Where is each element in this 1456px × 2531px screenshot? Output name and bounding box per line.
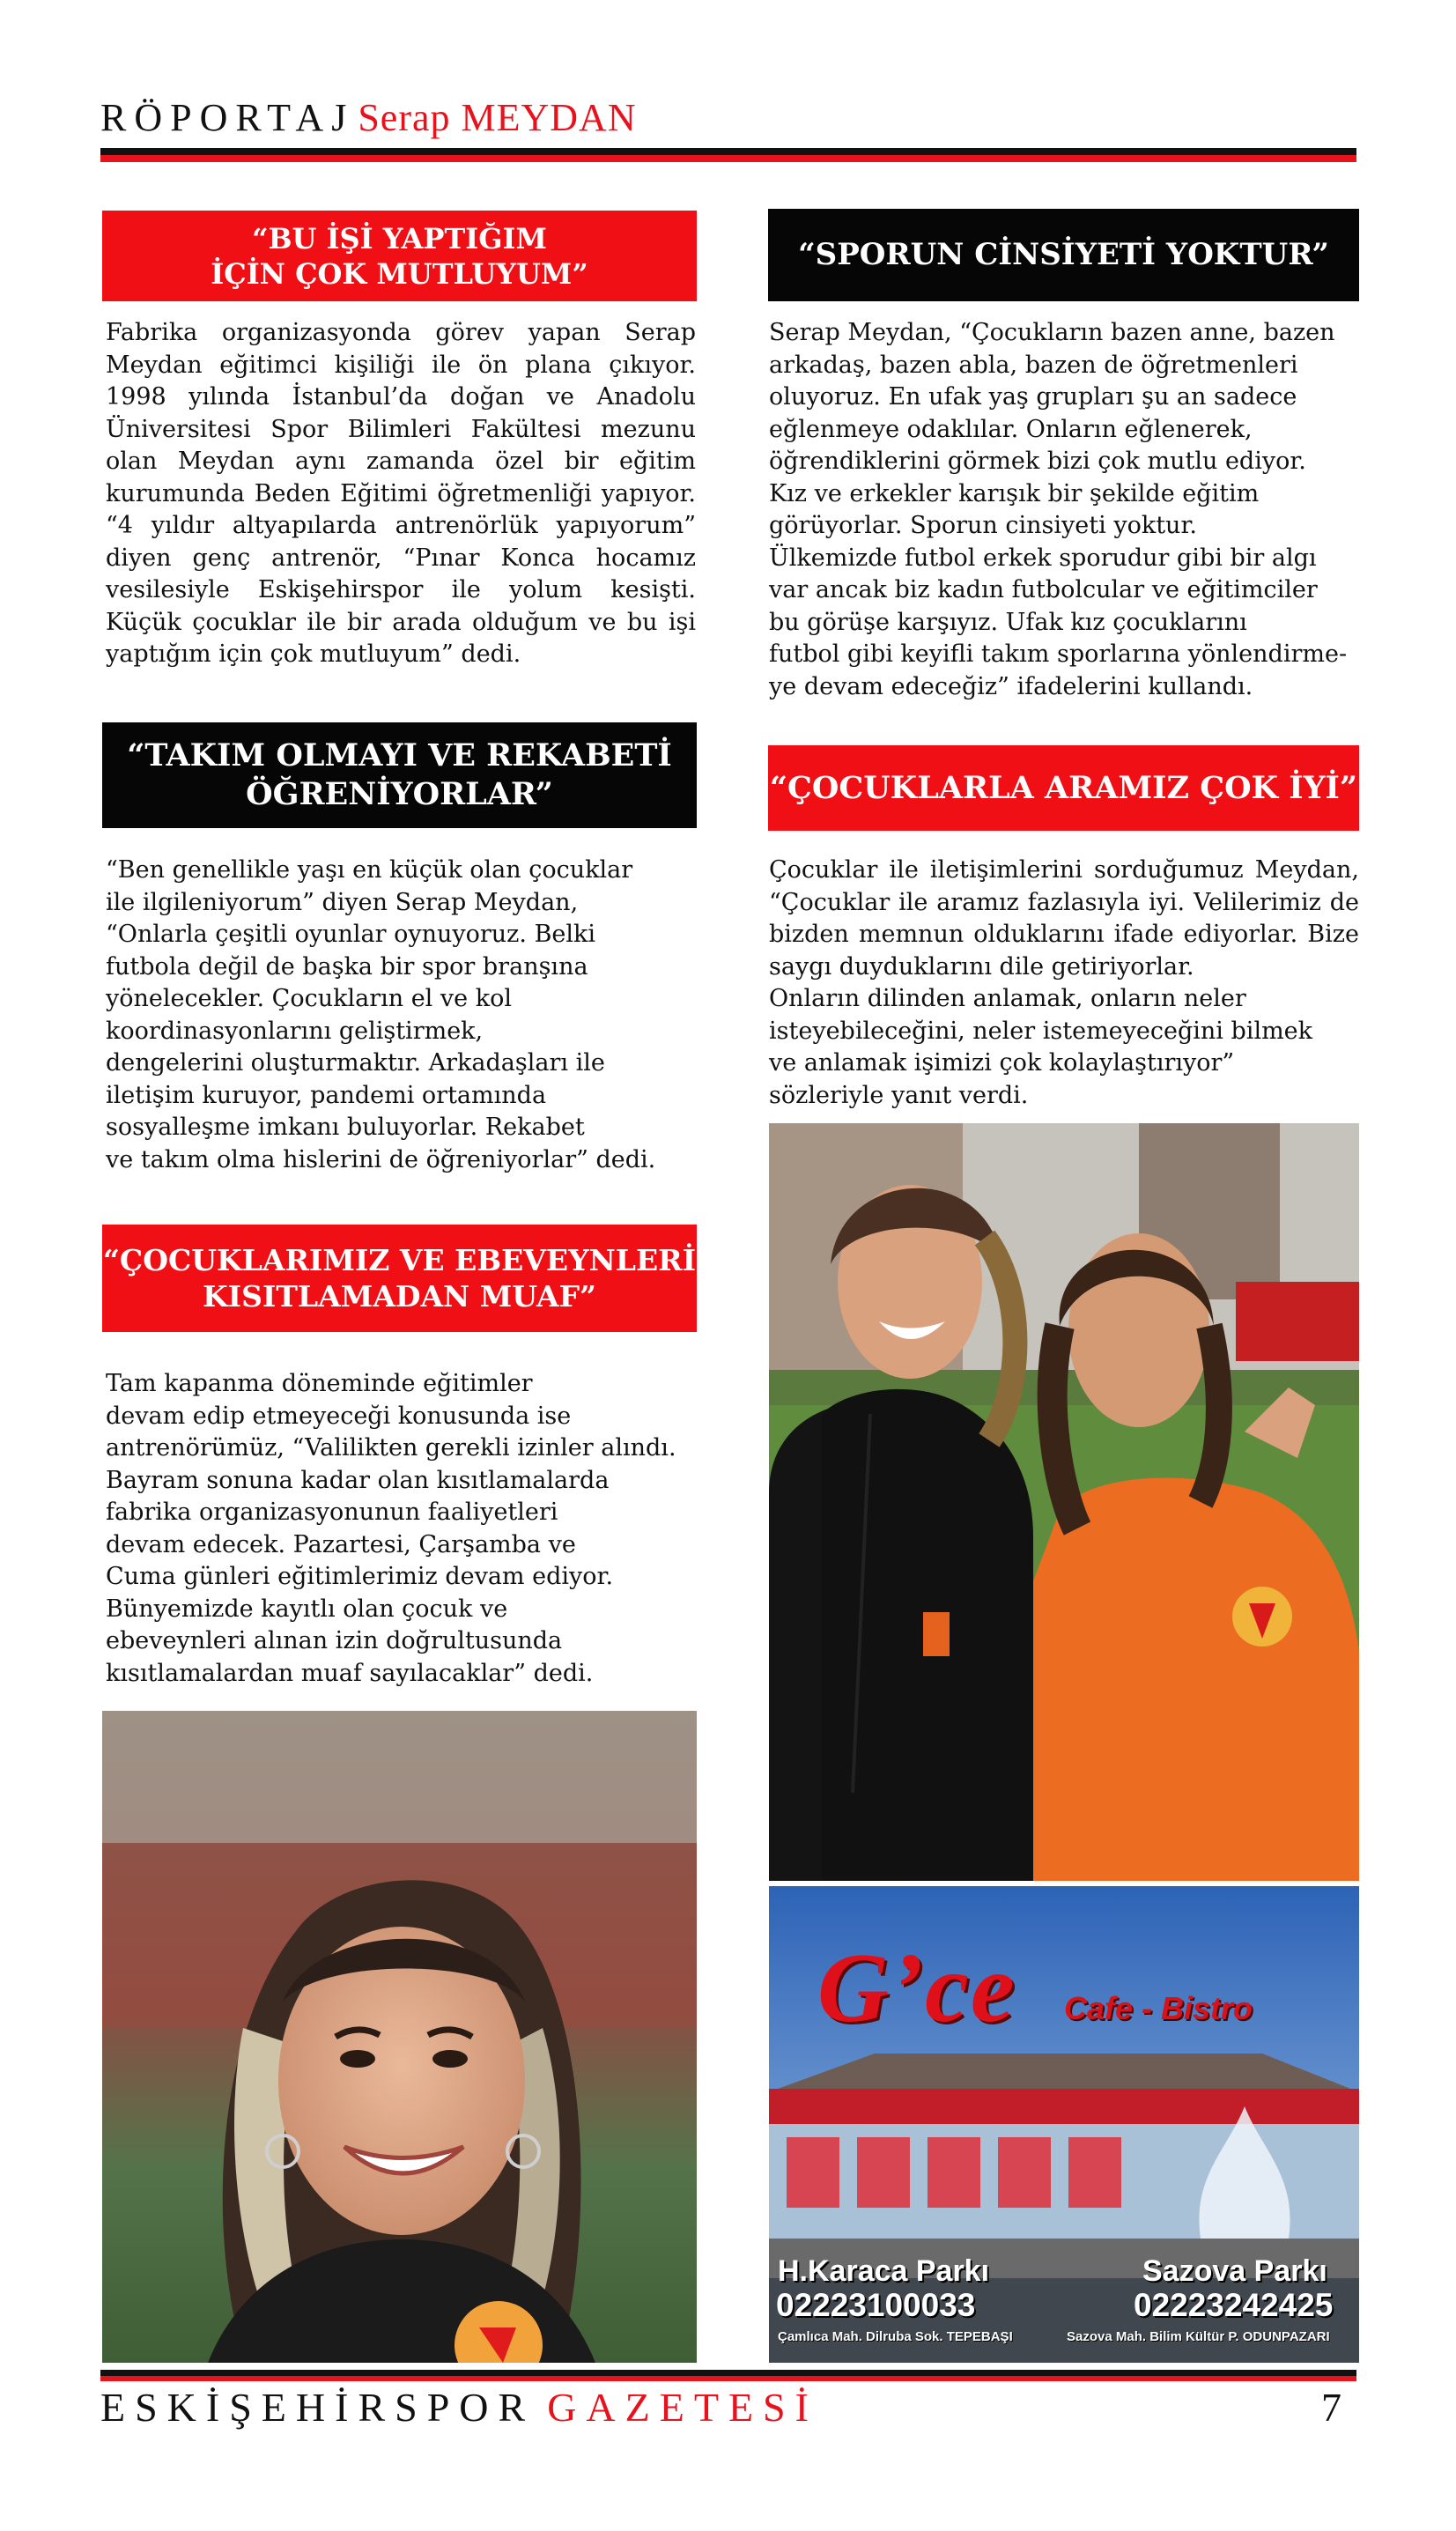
footer-rule-red [100,2376,1356,2381]
heading-line: KISITLAMADAN MUAF” [202,1279,597,1314]
location-2-address: Sazova Mah. Bilim Kültür P. ODUNPAZARI [1067,2329,1330,2344]
right-paragraph-2 [769,855,1359,1112]
left-paragraph-1 [106,317,696,671]
heading-line: “TAKIM OLMAYI VE REKABETİ [127,737,672,774]
left-heading-1 [102,211,697,301]
right-heading-2 [768,745,1359,831]
page-number: 7 [1321,2385,1341,2430]
paragraph-text: Serap Meydan, “Çocukların bazen anne, bazen arkadaş, bazen abla, bazen de öğretmenleri oluyoruz. En ufak yaş grupları şu an sadece eğlenmeye odaklılar. Onların eğlenerek, öğrendiklerini görmek bizi çok mutlu ediyor. Kız ve erkekler karışık bir şekilde eğitim görüyorlar. Sporun cinsiyeti yoktur. Ülkemizde futbol erkek sporudur gibi bir algı var ancak biz kadın futbolcular ve eğitimciler bu görüşe karşıyız. Ufak kız çocuklarını futbol gibi keyifli takım sporlarına yönlendirme- ye devam edeceğiz” ifadelerini kullandı. [769,319,1348,700]
section-title: RÖPORTAJ [100,96,355,139]
right-paragraph-1 [769,317,1359,703]
left-paragraph-2 [106,855,705,1176]
heading-line: “BU İŞİ YAPTIĞIM [252,221,547,255]
paper-name: ESKİŞEHİRSPOR [100,2385,536,2430]
header-rule-black [100,148,1356,155]
page-header [100,95,637,140]
left-paragraph-3 [106,1368,713,1690]
portrait-illustration [102,1711,697,2363]
left-heading-3 [102,1225,697,1332]
location-2-phone: 02223242425 [1134,2287,1334,2323]
heading-line: “ÇOCUKLARIMIZ VE EBEVEYNLERİ [102,1242,697,1277]
header-rule-red [100,155,1356,162]
footer-rule-black [100,2370,1356,2376]
heading-line: “SPORUN CİNSİYETİ YOKTUR” [798,237,1329,273]
location-2-name: Sazova Parkı [1142,2254,1327,2288]
heading-line: ÖĞRENİYORLAR” [246,776,553,812]
paragraph-text: Çocuklar ile iletişimlerini sorduğumuz Meydan, “Çocuklar ile aramız fazlasıyla iyi. Velilerimiz de bizden memnun olduklarını ifade ediyorlar. Bize saygı duyduklarını dile getiriyorlar. [769,856,1359,981]
coach-portrait-photo [102,1711,697,2363]
paper-suffix: GAZETESİ [547,2385,818,2430]
left-heading-2 [102,722,697,828]
heading-line: İÇİN ÇOK MUTLUYUM” [211,256,588,291]
players-illustration [769,1123,1359,1881]
footer-paper-title [100,2384,818,2431]
paragraph-text: Onların dilinden anlamak, onların neler isteyebileceğini, neler istemeyeceğini bilmek ve anlamak işimizi çok kolaylaştırıyor” sözleriyle yanıt verdi. [769,985,1313,1109]
location-1-name: H.Karaca Parkı [778,2254,990,2288]
paragraph-text: “Ben genellikle yaşı en küçük olan çocuklar ile ilgileniyorum” diyen Serap Meydan, “Onlarla çeşitli oyunlar oynuyoruz. Belki futbola değil de başka bir spor branşına yönelecekler. Çocukların el ve kol koordinasyonlarını geliştirmek, dengelerini oluşturmaktır. Arkadaşları ile iletişim kuruyor, pandemi ortamında sosyalleşme imkanı buluyorlar. Rekabet ve takım olma hislerini de öğreniyorlar” dedi. [106,856,656,1173]
cafe-advertisement [769,1886,1359,2363]
players-photo [769,1123,1359,1881]
paragraph-text: Tam kapanma döneminde eğitimler devam edip etmeyeceği konusunda ise antrenörümüz, “Valilikten gerekli izinler alındı. Bayram sonuna kadar olan kısıtlamalarda fabrika organizasyonunun faaliyetleri devam edecek. Pazartesi, Çarşamba ve Cuma günleri eğitimlerimiz devam ediyor. Bünyemizde kayıtlı olan çocuk ve ebeveynleri alınan izin doğrultusunda kısıtlamalardan muaf sayılacaklar” dedi. [106,1370,676,1687]
heading-line: “ÇOCUKLARLA ARAMIZ ÇOK İYİ” [769,769,1358,806]
location-1-address: Çamlıca Mah. Dilruba Sok. TEPEBAŞI [778,2329,1013,2344]
paragraph-text: Fabrika organizasyonda görev yapan Serap Meydan eğitimci kişiliği ile ön plana çıkıyor. 1998 yılında İstanbul’da doğan ve Anadolu Üniversitesi Spor Bilimleri Fakültesi mezunu olan Meydan aynı zamanda özel bir eğitim kurumunda Beden Eğitimi öğretmenliği yapıyor. “4 yıldır altyapılarda antrenörlük yapıyorum” diyen genç antrenör, “Pınar Konca hocamız vesilesiyle Eskişehirspor ile yolum kesişti. Küçük çocuklar ile bir arada olduğum ve bu işi yaptığım için çok mutluyum” dedi. [106,319,696,668]
cafe-brand: G’ce [817,1934,1016,2043]
location-1-phone: 02223100033 [776,2287,976,2323]
cafe-tagline: Cafe - Bistro [1064,1990,1253,2026]
author-name: Serap MEYDAN [358,96,637,139]
right-heading-1 [768,209,1359,301]
